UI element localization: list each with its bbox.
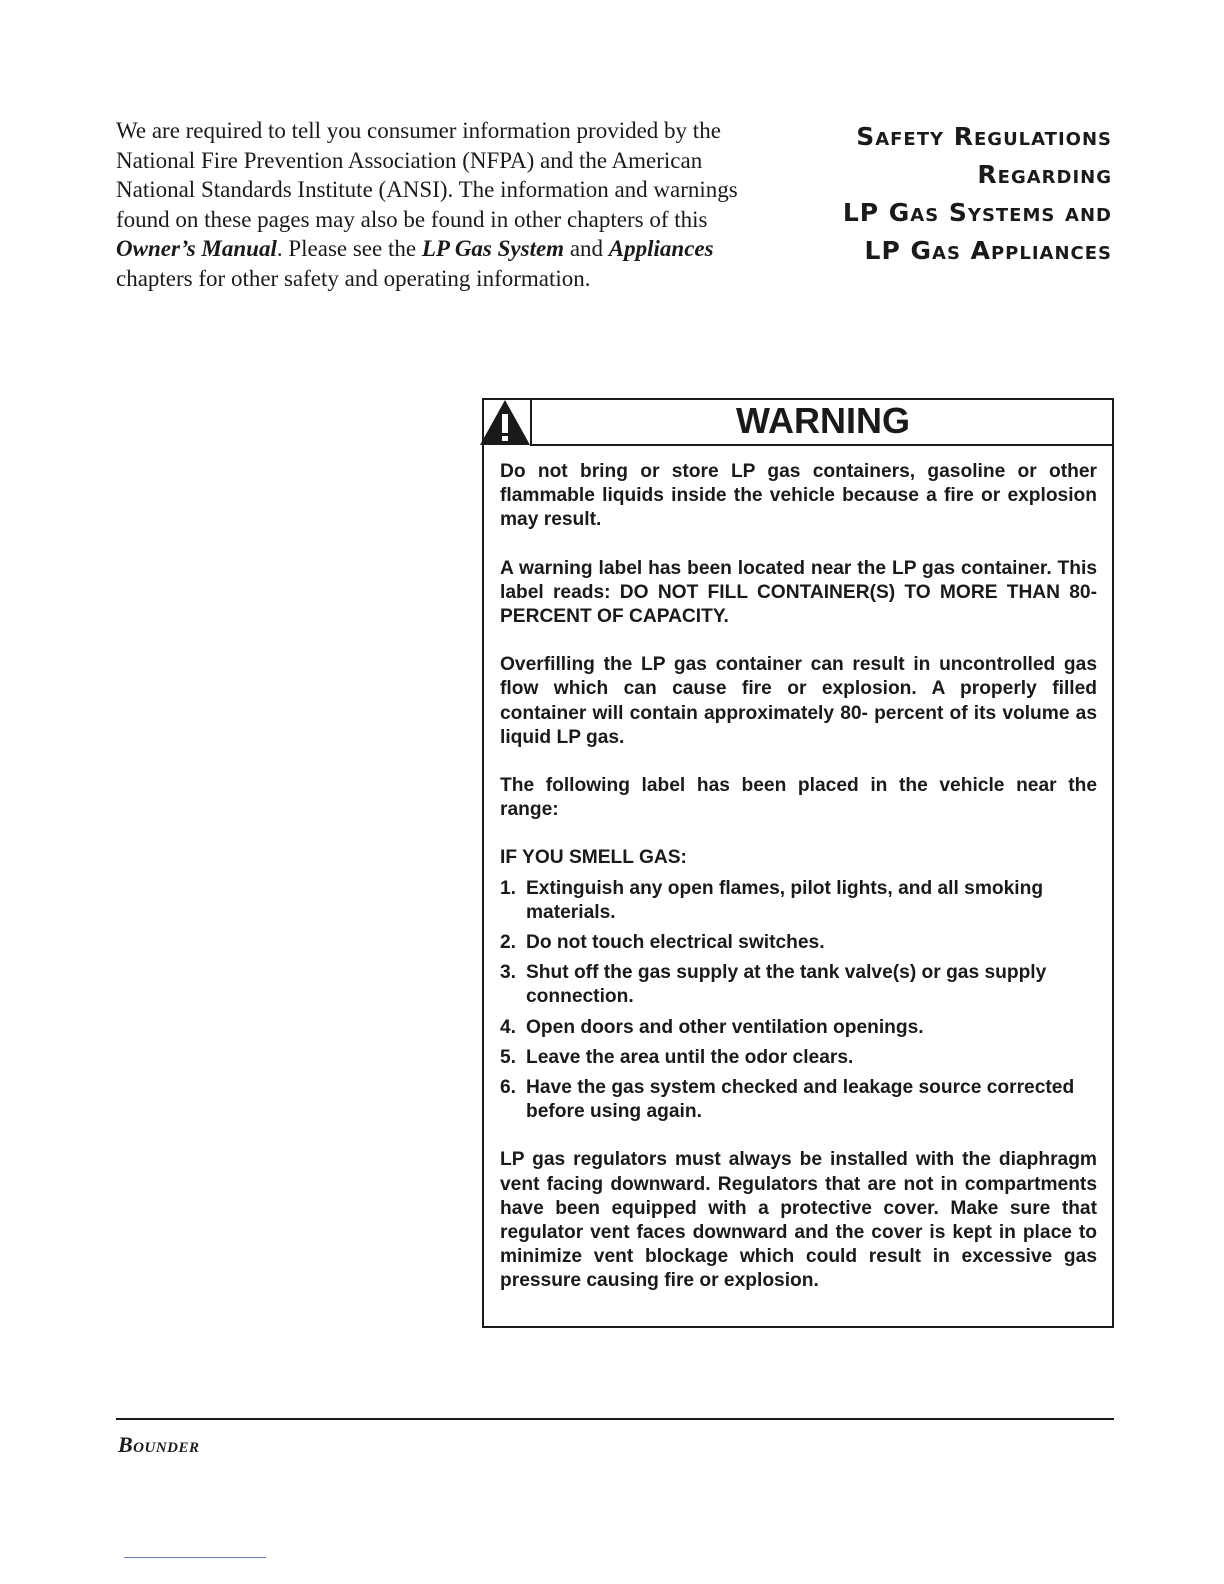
footer-divider <box>116 1418 1114 1420</box>
list-item: 5. Leave the area until the odor clears. <box>500 1046 854 1068</box>
warning-paragraph-4: The following label has been placed in the vehicle near the range: <box>500 775 1097 821</box>
heading-line-2: Regarding <box>977 160 1112 189</box>
list-item: 4. Open doors and other ventilation openings. <box>500 1016 924 1038</box>
list-item: 6. Have the gas system checked and leakage source corrected before using again. <box>500 1077 1075 1123</box>
warning-paragraph-5: LP gas regulators must always be installed with the diaphragm vent facing downward. Regulators that are not in compartments have been equipped with a protective cover. Make sure that regulator vent faces downward and the cover is kept in place to minimize vent blockage which could result in excessive gas pressure causing fire or explosion. <box>500 1149 1097 1292</box>
exclamation-triangle-icon <box>478 398 532 446</box>
warning-paragraph-1: Do not bring or store LP gas containers, gasoline or other flammable liquids inside the vehicle because a fire or explosion may result. <box>500 461 1097 531</box>
lp-gas-system-ref: LP Gas System <box>421 236 565 261</box>
warning-paragraph-3: Overfilling the LP gas container can result in uncontrolled gas flow which can cause fire or explosion. A properly filled container will contain approximately 80- percent of its volume as liquid LP gas. <box>500 654 1097 748</box>
list-item: 1. Extinguish any open flames, pilot lights, and all smoking materials. <box>500 877 1044 923</box>
warning-paragraph-2: A warning label has been located near the LP gas container. This label reads: DO NOT FILL CONTAINER(S) TO MORE THAN 80-PERCENT OF CAPACITY. <box>500 557 1097 628</box>
heading-line-3: LP Gas Systems and <box>842 198 1112 227</box>
footer-brand: Bounder <box>118 1432 200 1457</box>
list-item: 3. Shut off the gas supply at the tank valve(s) or gas supply connection. <box>500 962 1047 1008</box>
scan-artifact-line <box>124 1557 266 1558</box>
intro-paragraph: We are required to tell you consumer information provided by the National Fire Prevention Association (NFPA) and the American National Standards Institute (ANSI). The information and warnings found on these pages may also be found in other chapters of this Owner’s Manual. Please see the LP Gas System and Appliances chapters for other safety and operating information. <box>116 118 738 291</box>
smell-gas-title: IF YOU SMELL GAS: <box>500 847 687 869</box>
heading-line-4: LP Gas Appliances <box>864 236 1112 265</box>
warning-body <box>500 460 1097 1318</box>
appliances-ref: Appliances <box>608 236 714 261</box>
heading-line-1: Safety Regulations <box>856 122 1112 151</box>
warning-title: WARNING <box>530 398 1114 446</box>
list-item: 2. Do not touch electrical switches. <box>500 932 825 954</box>
smell-gas-steps <box>500 877 1097 1125</box>
section-heading <box>772 118 1112 270</box>
owners-manual-ref: Owner’s Manual <box>116 236 277 261</box>
